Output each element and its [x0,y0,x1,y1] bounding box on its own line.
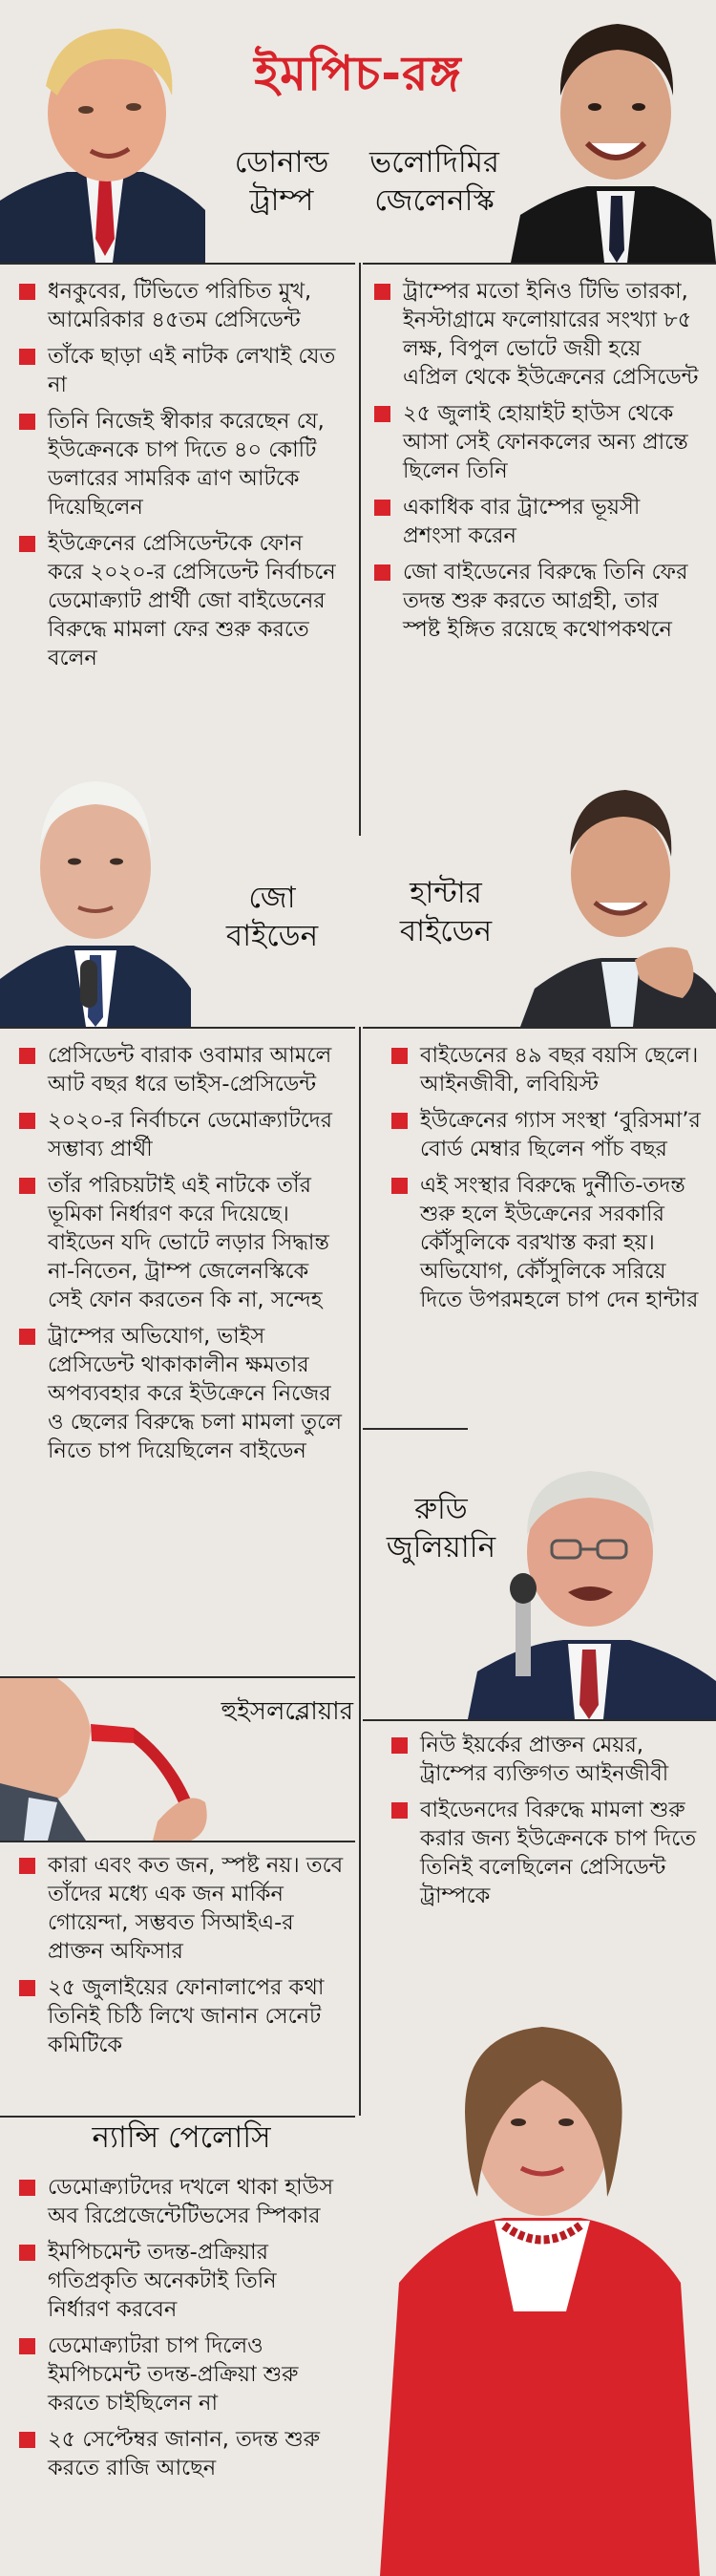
hunter-points [391,1041,706,1322]
pelosi-name [38,2118,325,2157]
list-item: তিনি নিজেই স্বীকার করেছেন যে, ইউক্রেনকে চাপ দিতে ৪০ কোটি ডলারের সামরিক ত্রাণ আটকে দিয়েছিলেন [19,407,344,522]
giuliani-name-line1: রুডি [414,1492,468,1526]
list-item: বাইডেনের ৪৯ বছর বয়সি ছেলে। আইনজীবী, লবিয়িস্ট [391,1041,706,1098]
trump-portrait [0,0,205,263]
list-item: ডেমোক্র্যাটরা চাপ দিলেও ইমপিচমেন্ট তদন্ত-প্রক্রিয়া শুরু করতে চাইছিলেন না [19,2331,344,2417]
page-title: ইমপিচ-রঙ্গ [254,46,462,101]
list-item: ধনকুবের, টিভিতে পরিচিত মুখ, আমেরিকার ৪৫তম প্রেসিডেন্ট [19,277,344,334]
biden-portrait [0,755,191,1027]
list-item: ডেমোক্র্যাটদের দখলে থাকা হাউস অব রিপ্রেজেন্টেটিভসের স্পিকার [19,2173,344,2230]
list-item: কারা এবং কত জন, স্পষ্ট নয়। তবে তাঁদের মধ্যে এক জন মার্কিন গোয়েন্দা, সম্ভবত সিআইএ-র প্রাক্তন অফিসার [19,1851,348,1966]
list-item: ২৫ সেপ্টেম্বর জানান, তদন্ত শুরু করতে রাজি আছেন [19,2425,344,2482]
whistleblower-name [196,1692,353,1731]
biden-name-line2: বাইডেন [225,919,319,953]
divider-top-left [0,263,355,265]
list-item: জো বাইডেনের বিরুদ্ধে তিনি ফের তদন্ত শুরু করতে আগ্রহী, তার স্পষ্ট ইঙ্গিত রয়েছে কথোপকথনে [374,558,701,644]
trump-points [19,277,344,680]
divider-mid-right [363,1027,716,1029]
divider-whistleblower-mid [0,1841,355,1842]
list-item: ট্রাম্পের মতো ইনিও টিভি তারকা, ইনস্টাগ্রামে ফলোয়ারের সংখ্যা ৮৫ লক্ষ, বিপুল ভোটে জয়ী হয়ে এপ্রিল থেকে ইউক্রেনের প্রেসিডেন্ট [374,277,701,392]
divider-mid-left [0,1027,355,1029]
trump-name-line2: ট্রাম্প [249,183,314,218]
hunter-name [374,874,517,950]
biden-name [191,879,353,955]
list-item: ২৫ জুলাই হোয়াইট হাউস থেকে আসা সেই ফোনকলের অন্য প্রান্তে ছিলেন তিনি [374,399,701,485]
list-item: প্রেসিডেন্ট বারাক ওবামার আমলে আট বছর ধরে ভাইস-প্রেসিডেন্ট [19,1041,344,1098]
list-item: এই সংস্থার বিরুদ্ধে দুর্নীতি-তদন্ত শুরু হলে ইউক্রেনের সরকারি কৌঁসুলিকে বরখাস্ত করা হয়। অভিযোগ, কৌঁসুলিকে সরিয়ে দিতে উপরমহলে চাপ দেন হান্টার [391,1171,706,1314]
hunter-name-line2: বাইডেন [399,914,493,948]
zelensky-portrait [511,0,716,263]
giuliani-points [391,1731,706,1918]
pelosi-points [19,2173,344,2490]
giuliani-portrait [468,1428,716,1719]
pelosi-name-line1: ন্যান্সি পেলোসি [92,2120,271,2155]
list-item: তাঁর পরিচয়টাই এই নাটকে তাঁর ভূমিকা নির্ধারণ করে দিয়েছে। বাইডেন যদি ভোটে লড়ার সিদ্ধান্ত না-নিতেন, ট্রাম্প জেলেনস্কিকে সেই ফোন করতেন কি না, সন্দেহ [19,1171,344,1314]
divider-pelosi-top [0,2116,355,2118]
whistleblower-points [19,1851,348,2067]
hunter-portrait [520,750,716,1027]
list-item: ইমপিচমেন্ট তদন্ত-প্রক্রিয়ার গতিপ্রকৃতি অনেকটাই তিনি নির্ধারণ করবেন [19,2238,344,2324]
list-item: ২৫ জুলাইয়ের ফোনালাপের কথা তিনিই চিঠি লিখে জানান সেনেট কমিটিকে [19,1973,348,2059]
giuliani-name [374,1490,508,1566]
list-item: ইউক্রেনের গ্যাস সংস্থা ‘বুরিসমা’র বোর্ড মেম্বার ছিলেন পাঁচ বছর [391,1106,706,1163]
zelensky-name-line2: জেলেনস্কি [374,183,495,218]
list-item: ২০২০-র নির্বাচনে ডেমোক্র্যাটদের সম্ভাব্য প্রার্থী [19,1106,344,1163]
trump-name [205,143,358,220]
biden-points [19,1041,344,1473]
whistleblower-image [0,1678,220,1841]
divider-giuliani-bottom [363,1719,716,1721]
zelensky-name-line1: ভলোদিমির [369,145,499,180]
whistleblower-name-line1: হুইসলব্লোয়ার [221,1697,353,1726]
list-item: একাধিক বার ট্রাম্পের ভূয়সী প্রশংসা করেন [374,493,701,550]
divider-center-2 [359,1027,361,2116]
pelosi-portrait [361,1968,716,2576]
list-item: ট্রাম্পের অভিযোগ, ভাইস প্রেসিডেন্ট থাকাকালীন ক্ষমতার অপব্যবহার করে ইউক্রেনে নিজের ও ছেলের বিরুদ্ধে চলা মামলা তুলে নিতে চাপ দিয়েছিলেন বাইডেন [19,1322,344,1465]
list-item: বাইডেনদের বিরুদ্ধে মামলা শুরু করার জন্য ইউক্রেনকে চাপ দিতে তিনিই বলেছিলেন প্রেসিডেন্ট ট্রাম্পকে [391,1796,706,1910]
zelensky-points [374,277,701,651]
list-item: ইউক্রেনের প্রেসিডেন্টকে ফোন করে ২০২০-র প্রেসিডেন্ট নির্বাচনে ডেমোক্র্যাট প্রার্থী জো বাইডেনের বিরুদ্ধে মামলা ফের শুরু করতে বলেন [19,529,344,672]
biden-name-line1: জো [248,881,296,915]
divider-top-right [363,263,716,265]
zelensky-name [358,143,511,220]
giuliani-name-line2: জুলিয়ানি [386,1530,496,1565]
list-item: তাঁকে ছাড়া এই নাটক লেখাই যেত না [19,342,344,399]
hunter-name-line1: হান্টার [410,876,482,910]
list-item: নিউ ইয়র্কের প্রাক্তন মেয়র, ট্রাম্পের ব্যক্তিগত আইনজীবী [391,1731,706,1788]
trump-name-line1: ডোনাল্ড [234,145,329,180]
divider-center-1 [359,263,361,836]
